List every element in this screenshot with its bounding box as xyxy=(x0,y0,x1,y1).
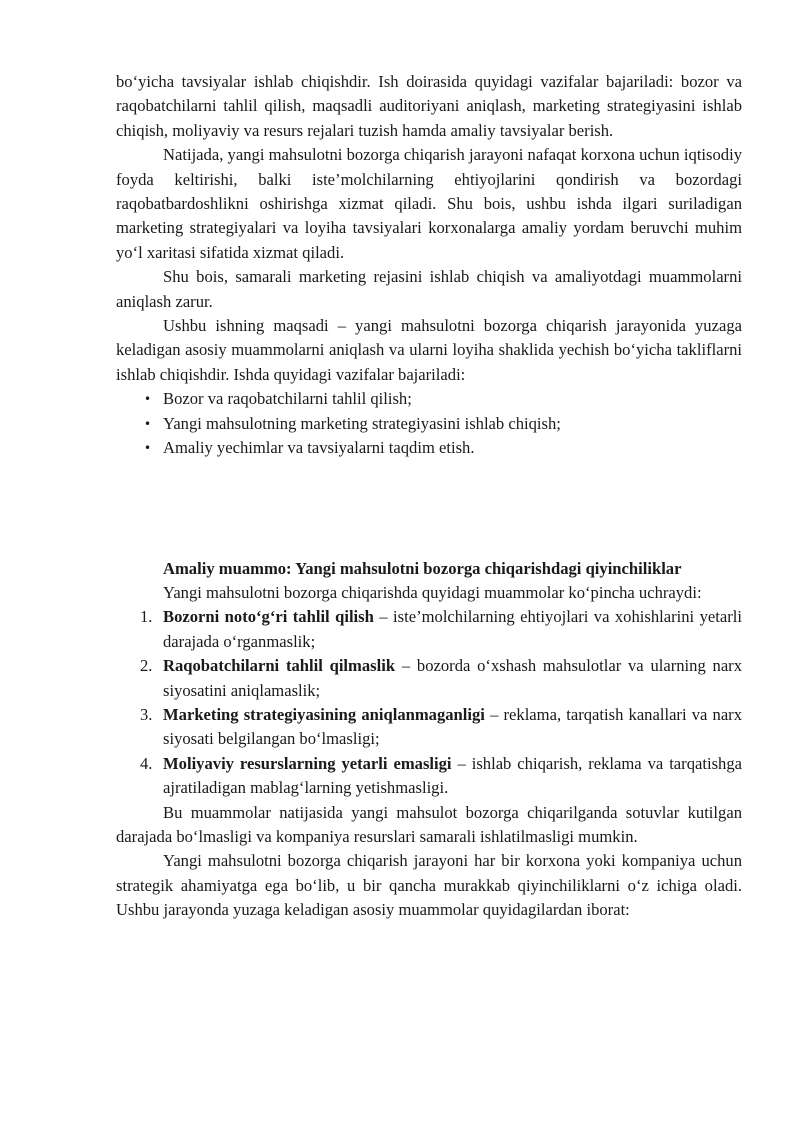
task-bullet-list xyxy=(116,387,742,460)
paragraph-result: Natijada, yangi mahsulotni bozorga chiqarish jarayoni nafaqat korxona uchun iqtisodiy foyda keltirishi, balki iste’molchilarning ehtiyojlarini qondirish va bozordagi raqobatbardoshlikni oshirishga xizmat qiladi. Shu bois, ushbu ishda ilgari suriladigan marketing strategiyalari va loyiha tavsiyalari korxonalarga amaliy yordam beruvchi muhim yo‘l xaritasi sifatida xizmat qiladi. xyxy=(116,145,742,262)
document-page xyxy=(116,70,742,923)
list-item: 4. Moliyaviy resurslarning yetarli emasligi – ishlab chiqarish, reklama va tarqatishga ajratiladigan mablag‘larning yetishmasligi. xyxy=(140,753,742,798)
list-item: 1. Bozorni noto‘g‘ri tahlil qilish – iste’molchilarning ehtiyojlari va xohishlarini yetarli darajada o‘rganmaslik; xyxy=(140,607,742,651)
paragraph-consequence: Bu muammolar natijasida yangi mahsulot bozorga chiqarilganda sotuvlar kutilgan darajada bo‘lmasligi va kompaniya resurslari samarali ishlatilmasligi mumkin. xyxy=(116,802,742,846)
paragraph-goal: Ushbu ishning maqsadi – yangi mahsulotni bozorga chiqarish jarayonida yuzaga keladigan asosiy muammolarni aniqlash va ularni loyiha shaklida yechish bo‘yicha takliflarni ishlab chiqishdir. Ishda quyidagi vazifalar bajariladi: xyxy=(116,316,742,384)
list-item: • Amaliy yechimlar va tavsiyalarni taqdim etish. xyxy=(116,436,742,460)
bullet-icon: • xyxy=(144,416,152,431)
paragraph-therefore: Shu bois, samarali marketing rejasini ishlab chiqish va amaliyotdagi muammolarni aniqlash zarur. xyxy=(116,267,742,311)
paragraph-intro: Yangi mahsulotni bozorga chiqarishda quyidagi muammolar ko‘pincha uchraydi: xyxy=(163,582,702,602)
list-item: 3. Marketing strategiyasining aniqlanmaganligi – reklama, tarqatish kanallari va narx siyosati belgilangan bo‘lmasligi; xyxy=(140,704,743,749)
bullet-icon: • xyxy=(144,392,152,407)
list-item: • Yangi mahsulotning marketing strategiyasini ishlab chiqish; xyxy=(116,412,742,436)
paragraph-continuation: bo‘yicha tavsiyalar ishlab chiqishdir. Ish doirasida quyidagi vazifalar bajariladi: bozor va raqobatchilarni tahlil qilish, maqsadli auditoriyani aniqlash, marketing strategiyasini ishlab chiqish, moliyaviy va resurs rejalari tuzish hamda amaliy tavsiyalar berish. xyxy=(116,72,742,140)
list-item: 2. Raqobatchilarni tahlil qilmaslik – bozorda o‘xshash mahsulotlar va ularning narx siyosatini aniqlamaslik; xyxy=(140,656,743,700)
problem-numbered-list xyxy=(116,605,742,800)
blank-space xyxy=(116,461,742,557)
bullet-icon: • xyxy=(144,441,152,456)
paragraph-process: Yangi mahsulotni bozorga chiqarish jarayoni har bir korxona yoki kompaniya uchun strategik ahamiyatga ega bo‘lib, u bir qancha murakkab qiyinchiliklarni o‘z ichiga oladi. Ushbu jarayonda yuzaga keladigan asosiy muammolar quyidagilardan iborat: xyxy=(116,851,742,920)
section-heading: Amaliy muammo: Yangi mahsulotni bozorga chiqarishdagi qiyinchiliklar xyxy=(163,558,682,578)
list-item: • Bozor va raqobatchilarni tahlil qilish; xyxy=(116,387,742,411)
